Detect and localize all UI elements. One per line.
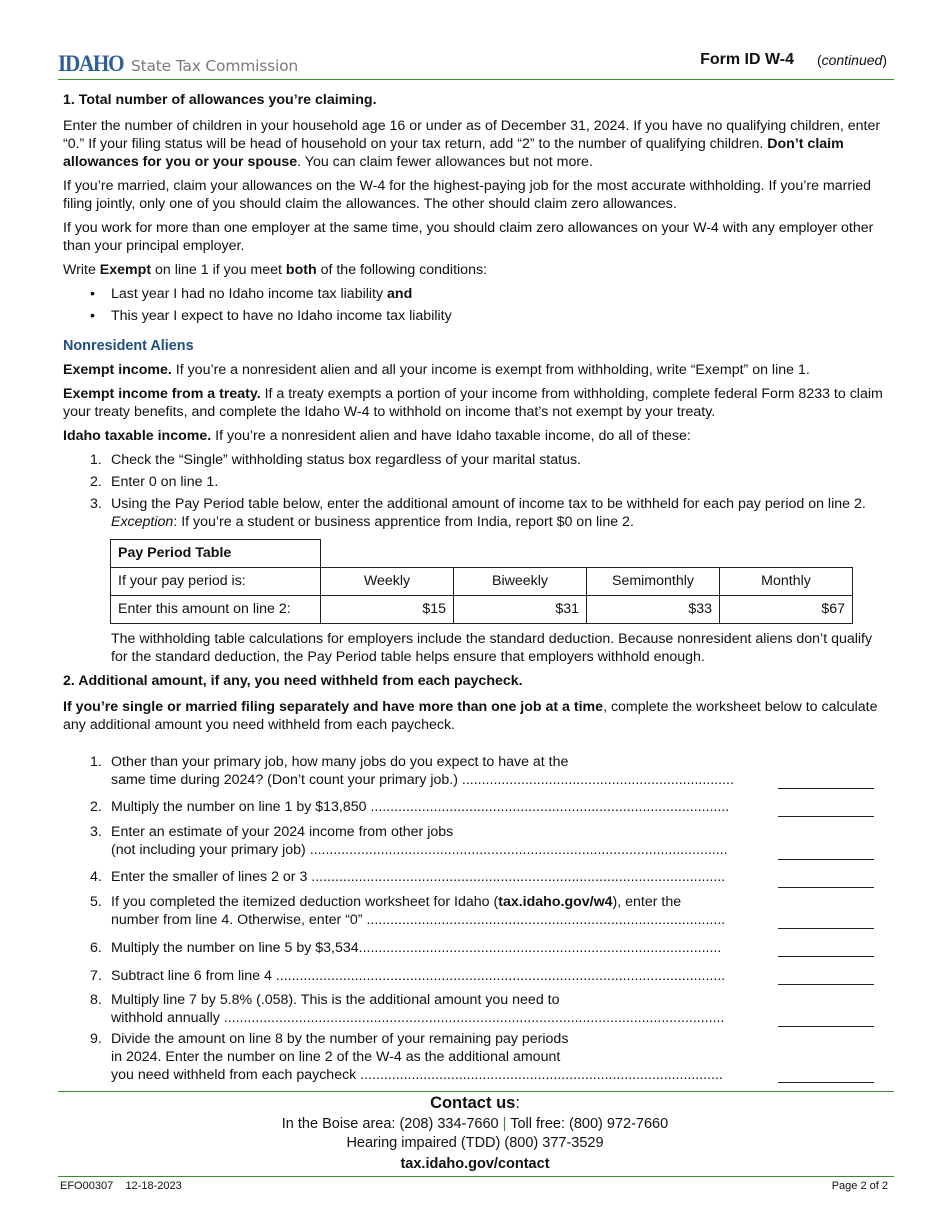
exempt-conditions-list [90,285,883,325]
section1-paragraph-1: Enter the number of children in your household age 16 or under as of December 31, 2024. If you have no qualifying children, enter “0.” If your filing status will be head of household on your tax return, add “2” to the number of qualifying children. Don’t claim allowances for you or your spouse. You can claim fewer allowances but not more. [63,118,881,171]
section2-intro: If you’re single or married filing separately and have more than one job at a time, complete the worksheet below to calculate any additional amount you need withheld from each paycheck. [63,698,878,733]
section1-paragraph-4: Write Exempt on line 1 if you meet both of the following conditions: [63,262,487,279]
footer-divider-bottom [58,1176,894,1177]
logo-idaho-wordmark: IDAHO [58,51,124,76]
worksheet-entry-field[interactable] [778,1026,874,1027]
page-header [58,48,894,80]
table-cell: $15 [321,595,454,623]
table-title-cell: Pay Period Table [111,539,321,567]
withholding-note: The withholding table calculations for employers include the standard deduction. Because nonresident aliens don’t qualify for the standard deduction, the Pay Period table helps ensure that employers withhold enough. [111,630,873,665]
continued-label: (continued) [816,52,887,68]
worksheet-line-5: 5. If you completed the itemized deduction worksheet for Idaho (tax.idaho.gov/w4), enter the number from line 4. Otherwise, enter “0” ........................................................................................... [90,893,876,933]
worksheet-entry-field[interactable] [778,984,874,985]
table-cell: If your pay period is: [111,567,321,595]
worksheet-line-8: 8. Multiply line 7 by 5.8% (.058). This is the additional amount you need to withhold annually ............................................................................................................................... [90,991,876,1031]
instructions-content [63,91,883,740]
page-number: Page 2 of 2 [831,1180,888,1192]
section1-paragraph-2: If you’re married, claim your allowances on the W-4 for the highest-paying job for the most accurate withholding. If you’re married filing jointly, only one of you should claim the allowances. The other should claim zero allowances. [63,178,872,213]
table-row [111,539,853,567]
itemized-worksheet-link[interactable]: tax.idaho.gov/w4 [498,894,613,910]
table-row [111,595,853,623]
table-cell: $33 [587,595,720,623]
footer-divider-top [58,1091,894,1092]
worksheet-line-4: 4. Enter the smaller of lines 2 or 3 ......................................................................................................... [90,868,876,890]
table-header-cell: Semimonthly [587,567,720,595]
contact-title: Contact us: [430,1094,520,1112]
logo-subtitle: State Tax Commission [130,57,298,75]
form-title: Form ID W-4 [700,51,794,68]
table-cell: $67 [720,595,853,623]
table-header-cell: Biweekly [454,567,587,595]
list-item: • Last year I had no Idaho income tax liability and [90,285,883,303]
section1-paragraph-3: If you work for more than one employer at the same time, you should claim zero allowances on your W-4 with any employer other than your principal employer. [63,220,874,255]
contact-phone-line: In the Boise area: (208) 334-7660 | Toll free: (800) 972-7660 [281,1116,669,1132]
contact-tdd-line: Hearing impaired (TDD) (800) 377-3529 [346,1135,604,1151]
table-row [111,567,853,595]
table-header-cell: Weekly [321,567,454,595]
treaty-paragraph: Exempt income from a treaty. If a treaty exempts a portion of your income from withholding, complete federal Form 8233 to claim your treaty benefits, and complete the Idaho W-4 to withhold on income that’s not exempt by your treaty. [63,385,883,420]
idaho-tax-commission-logo [58,49,298,78]
nonresident-aliens-title: Nonresident Aliens [63,338,194,355]
worksheet-line-3: 3. Enter an estimate of your 2024 income from other jobs (not including your primary job) .......................................................................................................... [90,823,876,863]
worksheet-entry-field[interactable] [778,1082,874,1083]
taxable-income-paragraph: Idaho taxable income. If you’re a nonresident alien and have Idaho taxable income, do all of these: [63,427,691,444]
table-cell: $31 [454,595,587,623]
table-header-cell: Monthly [720,567,853,595]
list-item: 1. Check the “Single” withholding status box regardless of your marital status. [90,451,581,468]
list-item: 3. Using the Pay Period table below, enter the additional amount of income tax to be withheld for each pay period on line 2. Exception: If you’re a student or business apprentice from India, report $0 on line 2. [90,495,866,530]
nonresident-steps-list [90,451,883,531]
worksheet-entry-field[interactable] [778,859,874,860]
exempt-income-paragraph: Exempt income. If you’re a nonresident alien and all your income is exempt from withholding, write “Exempt” on line 1. [63,361,810,378]
section1-heading: 1. Total number of allowances you’re claiming. [63,92,377,108]
worksheet-line-2: 2. Multiply the number on line 1 by $13,850 ........................................................................................... [90,798,876,820]
pay-period-table [110,539,853,624]
contact-url-link[interactable]: tax.idaho.gov/contact [400,1156,550,1172]
worksheet-entry-field[interactable] [778,816,874,817]
form-code: EFO00307 12-18-2023 [60,1180,182,1192]
worksheet-line-1: 1. Other than your primary job, how many jobs do you expect to have at the same time during 2024? (Don’t count your primary job.) ..................................................................... [90,753,876,793]
table-cell: Enter this amount on line 2: [111,595,321,623]
list-item: 2. Enter 0 on line 1. [90,473,219,490]
worksheet-line-9: 9. Divide the amount on line 8 by the number of your remaining pay periods in 2024. Enter the number on line 2 of the W-4 as the additional amount you need withheld from each paycheck ............................................................................................ [90,1030,876,1086]
section2-heading: 2. Additional amount, if any, you need withheld from each paycheck. [63,672,523,689]
worksheet-line-6: 6. Multiply the number on line 5 by $3,534............................................................................................ [90,939,876,961]
worksheet-entry-field[interactable] [778,887,874,888]
worksheet-entry-field[interactable] [778,788,874,789]
worksheet-entry-field[interactable] [778,928,874,929]
worksheet-line-7: 7. Subtract line 6 from line 4 .................................................................................................................. [90,967,876,989]
worksheet-entry-field[interactable] [778,956,874,957]
list-item: • This year I expect to have no Idaho income tax liability [90,307,883,325]
